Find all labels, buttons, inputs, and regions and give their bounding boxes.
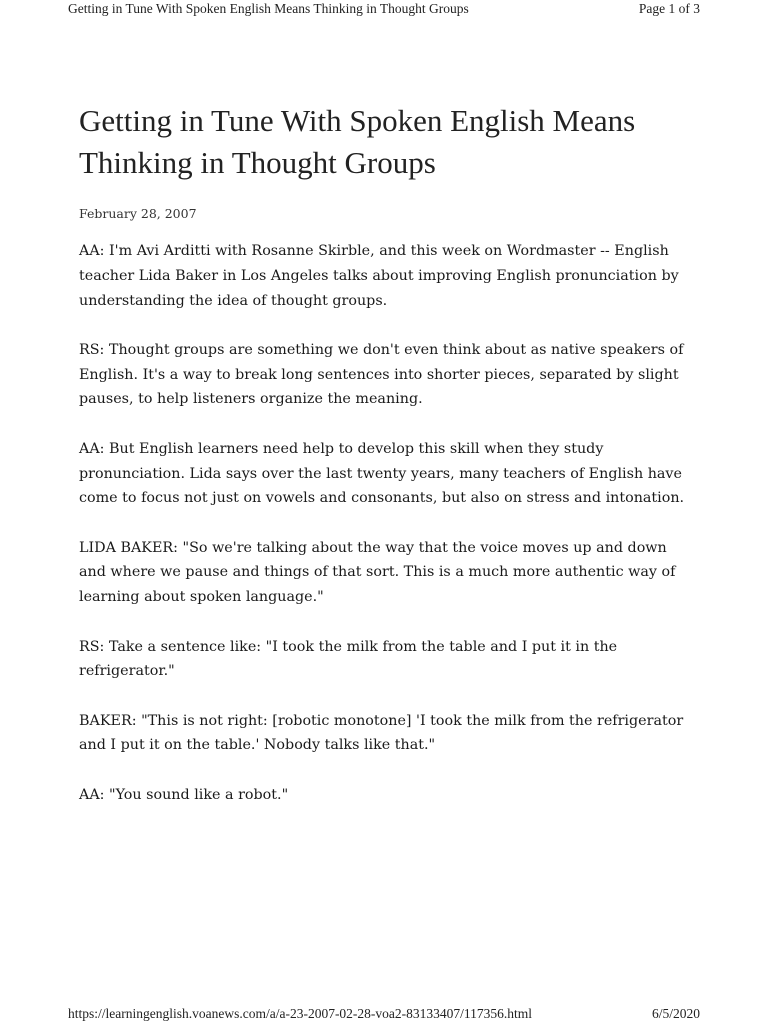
- print-footer: [68, 1004, 700, 1024]
- article-date: February 28, 2007: [79, 206, 197, 221]
- article-paragraph: RS: Thought groups are something we don't even think about as native speakers of English. It's a way to break long sentences into shorter pieces, separated by slight pauses, to help listeners organize the meaning.: [79, 341, 684, 408]
- print-header: [68, 0, 700, 20]
- article-paragraph: LIDA BAKER: "So we're talking about the way that the voice moves up and down and where we pause and things of that sort. This is a much more authentic way of learning about spoken language.": [79, 539, 676, 606]
- article-title: Getting in Tune With Spoken English Means Thinking in Thought Groups: [79, 103, 636, 180]
- article-paragraph: BAKER: "This is not right: [robotic monotone] 'I took the milk from the refrigerator and I put it on the table.' Nobody talks like that.": [79, 712, 684, 754]
- print-footer-date: 6/5/2020: [651, 1006, 700, 1021]
- article-body: [79, 239, 694, 808]
- print-header-title: Getting in Tune With Spoken English Means Thinking in Thought Groups: [68, 1, 469, 16]
- article-paragraph: AA: "You sound like a robot.": [79, 786, 289, 803]
- article-paragraph: AA: I'm Avi Arditti with Rosanne Skirble, and this week on Wordmaster -- English teacher Lida Baker in Los Angeles talks about improving English pronunciation by understanding the idea of thought groups.: [79, 243, 679, 309]
- print-footer-url: https://learningenglish.voanews.com/a/a-23-2007-02-28-voa2-83133407/117356.html: [68, 1006, 533, 1021]
- article-paragraph: RS: Take a sentence like: "I took the milk from the table and I put it in the refrigerator.": [79, 638, 618, 680]
- print-header-page-number: Page 1 of 3: [638, 1, 700, 16]
- article: [79, 100, 694, 832]
- article-paragraph: AA: But English learners need help to develop this skill when they study pronunciation. Lida says over the last twenty years, many teachers of English have come to focus not just on vowels and consonants, but also on stress and intonation.: [79, 440, 685, 507]
